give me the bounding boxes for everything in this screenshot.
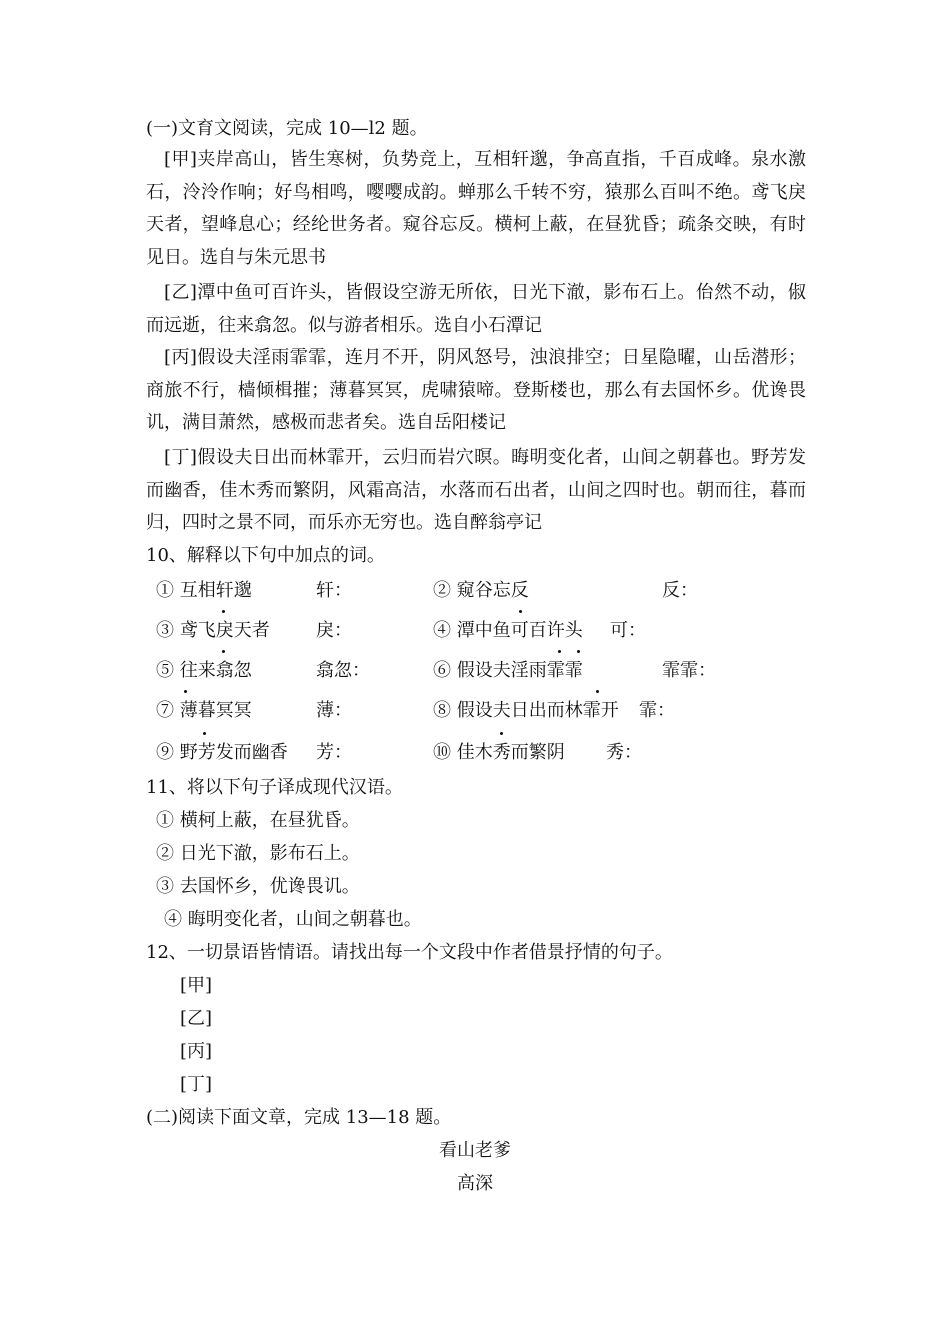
q10-item-2-phrase: ② 窥谷忘反 (433, 580, 529, 601)
article-author: 高深 (457, 1173, 493, 1194)
q10-item-4-label: 可： (610, 620, 646, 641)
q10-item-7-phrase: ⑦ 薄暮冥冥 (156, 700, 252, 721)
emphasis-dot (596, 690, 599, 693)
passage-yi: [乙]潭中鱼可百许头，皆假设空游无所依，日光下澈，影布石上。佁然不动，俶而远逝，往来翕忽。似与游者相乐。选自小石潭记 (146, 282, 806, 336)
section2-heading: (二)阅读下面文章，完成 13—18 题。 (146, 1107, 452, 1128)
q10-item-6-phrase: ⑥ 假设夫淫雨霏霏 (433, 660, 583, 681)
q11-title: 11、将以下句子译成现代汉语。 (146, 777, 403, 798)
q10-item-3-label: 戾： (316, 620, 352, 641)
emphasis-dot (184, 690, 187, 693)
q11-item-4: ④ 晦明变化者，山间之朝暮也。 (164, 909, 422, 930)
q10-item-9-phrase: ⑨ 野芳发而幽香 (156, 742, 288, 763)
emphasis-dot (519, 610, 522, 613)
passage-jia: [甲]夹岸高山，皆生寒树，负势竞上，互相轩邈，争高直指，千百成峰。泉水激石，泠泠作响；好鸟相鸣，嘤嘤成韵。蝉那么千转不穷，猿那么百叫不绝。鸢飞戾天者，望峰息心；经纶世务者。窥谷忘反。横柯上蔽，在昼犹昏；疏条交映，有时见日。选自与朱元思书 (146, 149, 806, 268)
q10-item-10-label: 秀： (606, 742, 642, 763)
q10-item-8-phrase: ⑧ 假设夫日出而林霏开 (433, 700, 619, 721)
section1-heading: (一)文育文阅读，完成 10—l2 题。 (146, 118, 428, 139)
passage-bing: [丙]假设夫淫雨霏霏，连月不开，阴风怒号，浊浪排空；日星隐曜，山岳潜形；商旅不行，樯倾楫摧；薄暮冥冥，虎啸猿啼。登斯楼也，那么有去国怀乡。优谗畏讥，满目萧然，感极而悲者矣。选自岳阳楼记 (146, 347, 806, 433)
emphasis-dot (222, 650, 225, 653)
q10-item-9-label: 芳： (316, 742, 352, 763)
article-title: 看山老爹 (439, 1140, 511, 1161)
q10-item-3-phrase: ③ 鸢飞戾天者 (156, 620, 270, 641)
q10-item-1-label: 轩： (316, 580, 352, 601)
q10-item-5-phrase: ⑤ 往来翕忽 (156, 660, 252, 681)
emphasis-dot (500, 732, 503, 735)
q10-item-1-phrase: ① 互相轩邈 (156, 580, 252, 601)
q12-slot-ding: [丁] (180, 1074, 213, 1095)
q10-item-2-label: 反： (662, 580, 698, 601)
emphasis-dot (222, 610, 225, 613)
q10-item-7-label: 薄： (316, 700, 352, 721)
q12-slot-jia: [甲] (180, 975, 213, 996)
emphasis-dot (577, 650, 580, 653)
q12-title: 12、一切景语皆情语。请找出每一个文段中作者借景抒情的句子。 (146, 942, 673, 963)
q12-slot-yi: [乙] (180, 1008, 213, 1029)
q10-item-5-label: 翕忽： (316, 660, 370, 681)
q10-item-10-phrase: ⑩ 佳木秀而繁阴 (433, 742, 565, 763)
q11-item-3: ③ 去国怀乡，优谗畏讥。 (156, 876, 360, 897)
passage-ding: [丁]假设夫日出而林霏开，云归而岩穴暝。晦明变化者，山间之朝暮也。野芳发而幽香，佳木秀而繁阴，风霜高洁，水落而石出者，山间之四时也。朝而往，暮而归，四时之景不同，而乐亦无穷也。选自醉翁亭记 (146, 447, 806, 533)
q10-item-8-label: 霏： (639, 700, 675, 721)
emphasis-dot (558, 650, 561, 653)
q11-item-2: ② 日光下澈，影布石上。 (156, 843, 360, 864)
emphasis-dot (203, 732, 206, 735)
q10-item-6-label: 霏霏： (662, 660, 716, 681)
q12-slot-bing: [丙] (180, 1041, 213, 1062)
q10-item-4-phrase: ④ 潭中鱼可百许头 (433, 620, 583, 641)
q11-item-1: ① 横柯上蔽，在昼犹昏。 (156, 810, 360, 831)
q10-title: 10、解释以下句中加点的词。 (146, 545, 385, 566)
